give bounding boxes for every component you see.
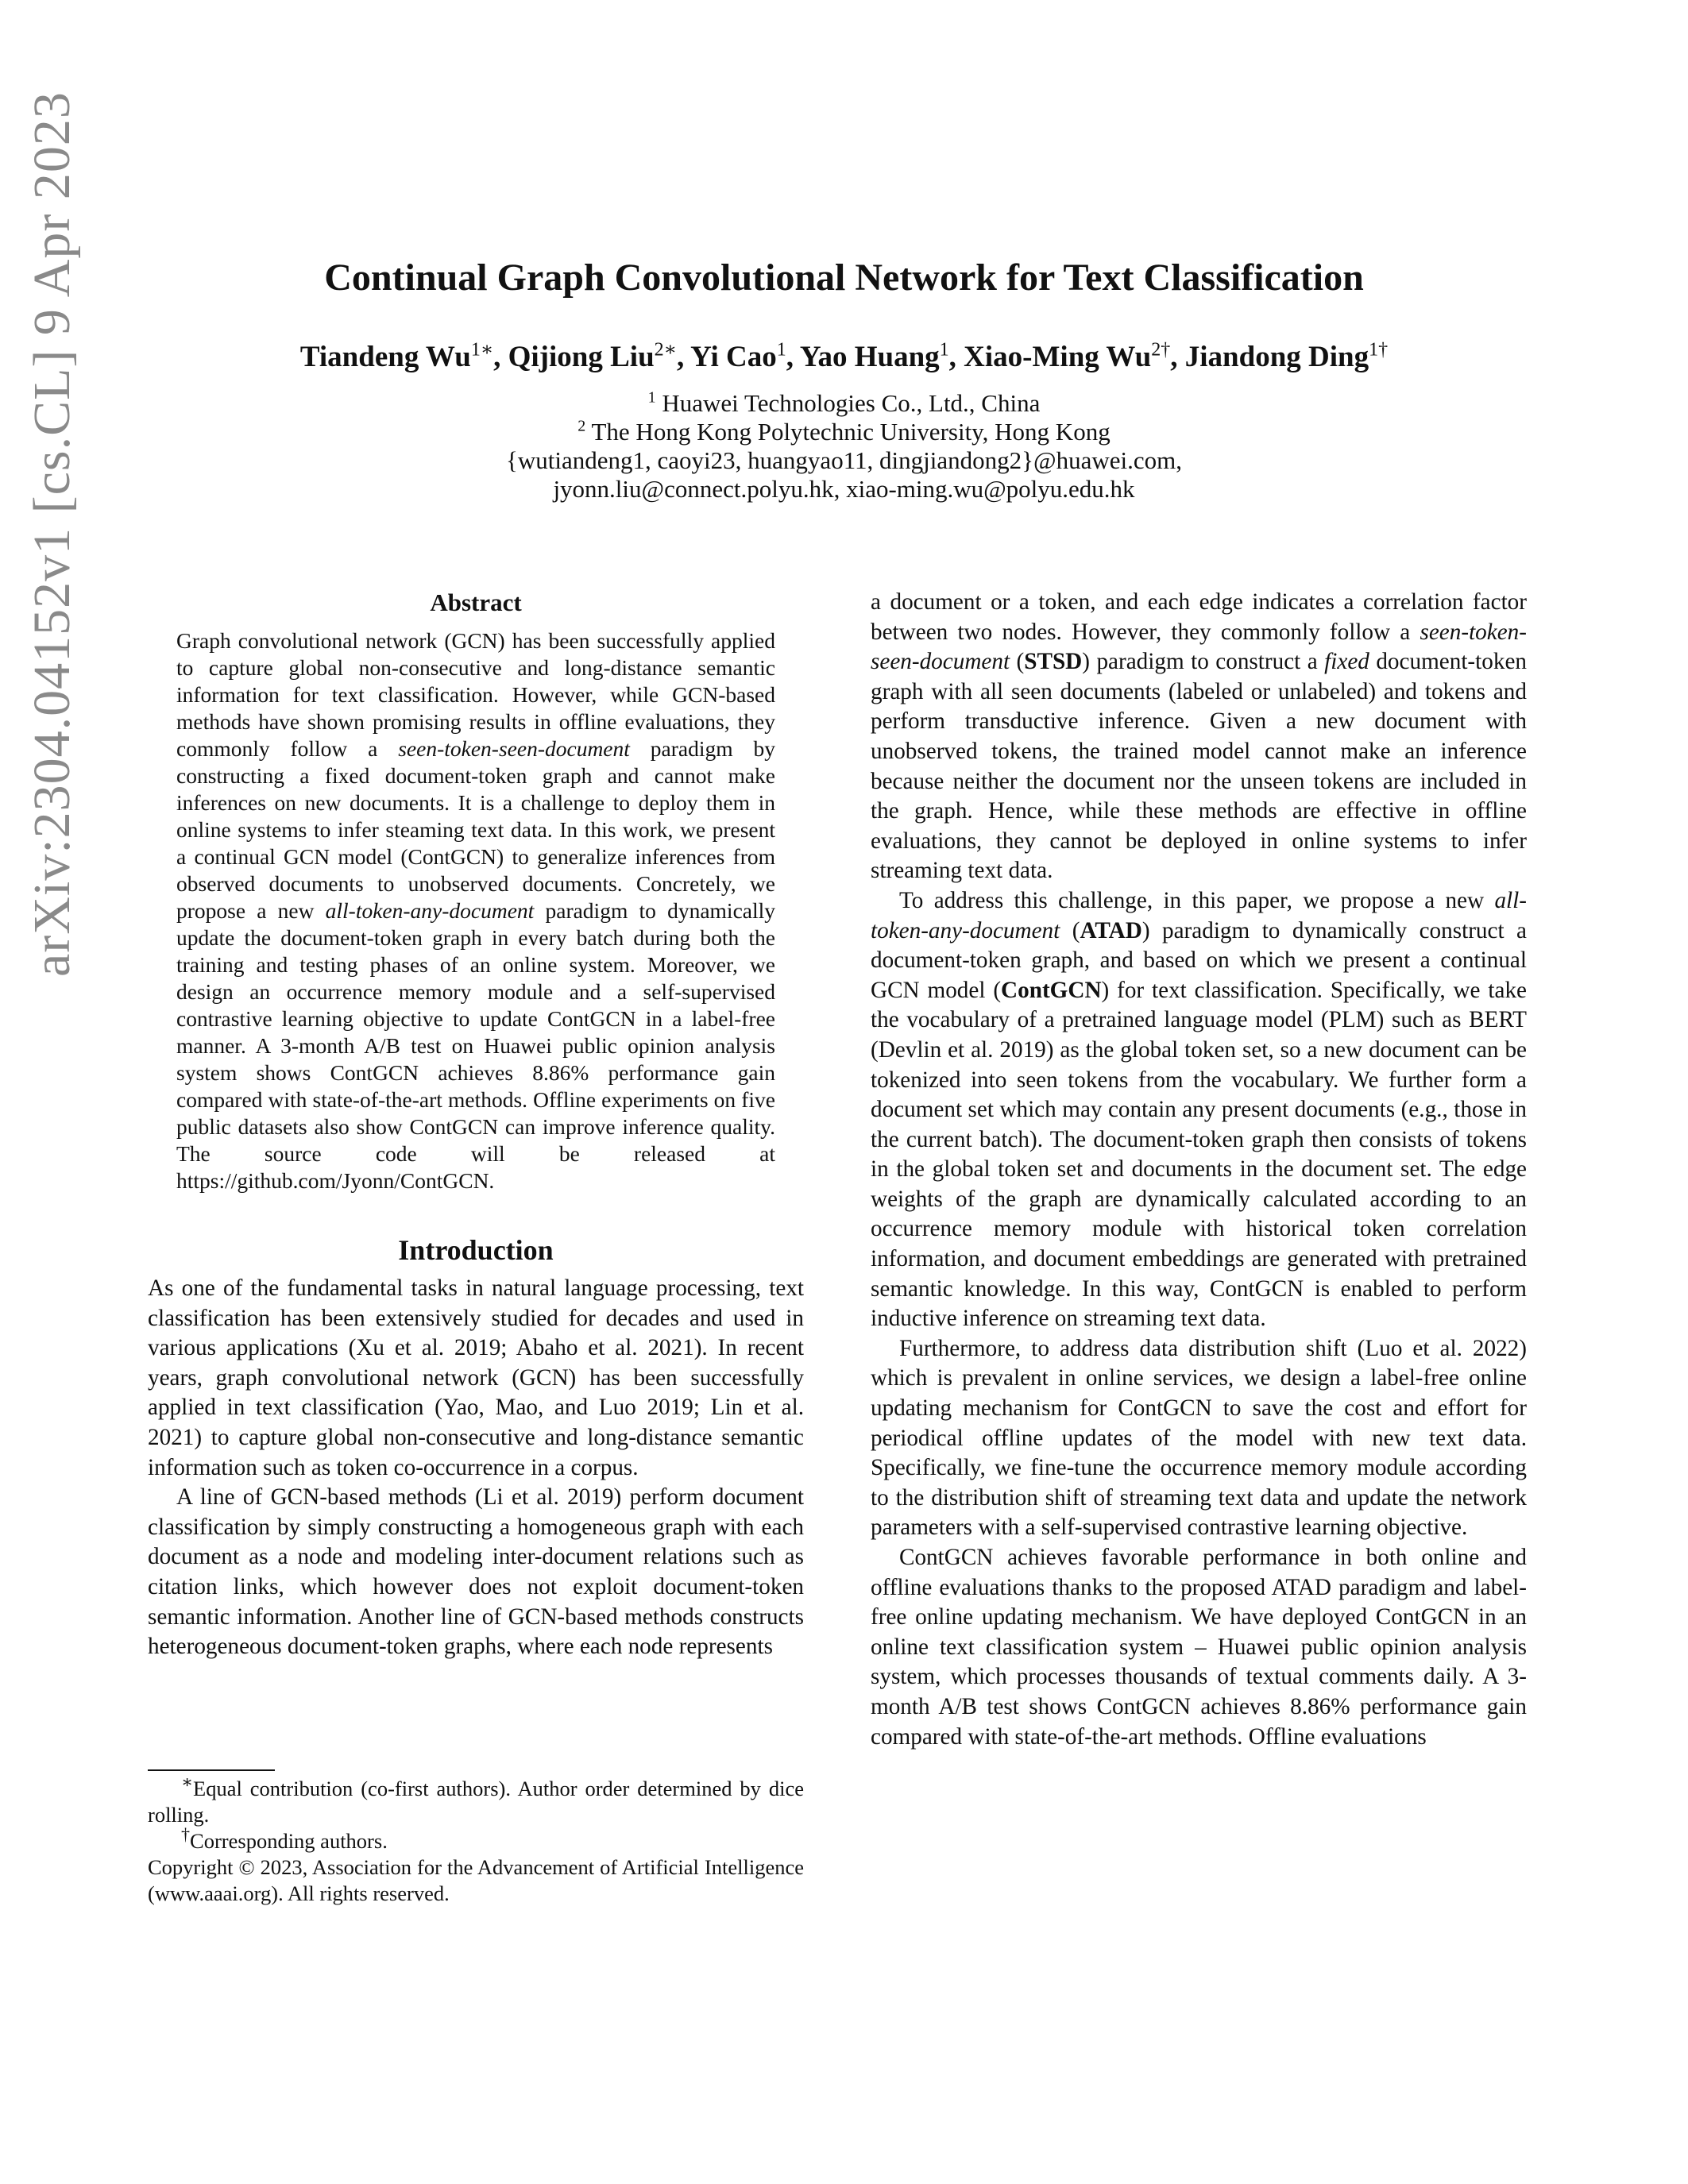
footnote-text: Corresponding authors. [190, 1829, 388, 1853]
footnote-2 [148, 1824, 804, 1854]
arxiv-identifier: arXiv:2304.04152v1 [cs.CL] 9 Apr 2023 [23, 91, 81, 977]
text-bold: ContGCN [1001, 977, 1102, 1003]
right-paragraph-4: ContGCN achieves favorable performance in both online and offline evaluations thanks to the proposed ATAD paradigm and label-free online updating mechanism. We have deployed ContGCN in an online text classification system – Huawei public opinion analysis system, which processes thousands of textual comments daily. A 3-month A/B test shows ContGCN achieves 8.86% performance gain compared with state-of-the-art methods. Offline evaluations [871, 1545, 1527, 1750]
email-line-2: jyonn.liu@connect.polyu.hk, xiao-ming.wu@polyu.edu.hk [553, 475, 1135, 503]
text-part: ) paradigm to construct a [1082, 649, 1325, 675]
footnote-1 [148, 1772, 804, 1828]
author-name: Tiandeng Wu [299, 341, 471, 373]
author-mark: 2† [1151, 339, 1171, 361]
abstract-emphasis: all-token-any-document [325, 898, 535, 923]
author-mark: 2∗ [654, 339, 677, 361]
author-name: Qijiong Liu [508, 341, 655, 373]
footnote-text: Equal contribution (co-first authors). Author order determined by dice rolling. [148, 1777, 804, 1827]
author-name: Yi Cao [690, 341, 777, 373]
right-paragraph-3: Furthermore, to address data distribution shift (Luo et al. 2022) which is prevalent in online services, we design a label-free online updating mechanism for ContGCN to save the cost and effort for periodical offline updates of the model with new text data. Specifically, we fine-tune the occurrence memory module according to the distribution shift of streaming text data and update the network parameters with a self-supervised contrastive learning objective. [871, 1335, 1527, 1541]
affiliation-text: The Hong Kong Polytechnic University, Hong Kong [591, 418, 1111, 446]
footnote-mark: ∗ [181, 1772, 194, 1792]
author-list: Tiandeng $Wu^{1∗}$, Qijiong Liu$^{2∗}$, Yi Cao$^1$, Yao Huang$^1$, Xiao-Ming $Wu^{2\dagger}$, Jiandong Ding$^{1\dagger}$ [299, 339, 1389, 373]
copyright-notice: Copyright © 2023, Association for the Advancement of Artificial Intelligence (www.aaai.org). All rights reserved. [148, 1855, 804, 1905]
author-mark: 1 [939, 339, 949, 361]
text-part: a document or a token, and each edge indicates a correlation factor between two nodes. However, they commonly follow a [871, 589, 1527, 645]
author-name: Xiao-Ming Wu [964, 341, 1152, 373]
affiliation-2 [0, 418, 1688, 446]
footnotes [148, 1769, 804, 1907]
abstract-part: Graph convolutional network (GCN) has been successfully applied to capture global non-consecutive and long-distance semantic information for text classification. However, while GCN-based methods have shown promising results in offline evaluations, they commonly follow a [176, 628, 775, 761]
text-emphasis: all-token-any-document [871, 887, 1527, 943]
text-emphasis: fixed [1324, 649, 1369, 675]
left-column [148, 588, 804, 1662]
text-bold: ATAD [1080, 917, 1142, 943]
affiliation-1 [0, 389, 1688, 418]
author-name: Jiandong Ding [1184, 341, 1369, 373]
abstract-heading: Abstract [430, 588, 522, 616]
affiliation-mark: 1 [647, 388, 656, 407]
footnote-mark: † [181, 1824, 191, 1845]
author-name: Yao Huang [799, 341, 940, 373]
abstract-text [176, 627, 775, 1194]
footnote-rule [148, 1769, 275, 1771]
email-line-1: {wutiandeng1, caoyi23, huangyao11, dingjiandong2}@huawei.com, [506, 446, 1182, 474]
text-part: ) for text classification. Specifically, we take the vocabulary of a pretrained language model (PLM) such as BERT (Devlin et al. 2019) as the global token set, so a new document can be tokenized into seen tokens from the vocabulary. We further form a document set which may contain any present documents (e.g., those in the current batch). The document-token graph then consists of tokens in the global token set and documents in the document set. The edge weights of the graph are dynamically calculated according to an occurrence memory module with historical token correlation information, and document embeddings are generated with pretrained semantic knowledge. In this way, ContGCN is enabled to perform inductive inference on streaming text data. [871, 977, 1527, 1332]
text-bold: STSD [1024, 649, 1083, 675]
affiliations [0, 389, 1688, 504]
affiliation-mark: 2 [577, 417, 586, 435]
text-part: ( [1010, 649, 1025, 675]
affiliation-text: Huawei Technologies Co., Ltd., China [662, 389, 1041, 417]
right-column [871, 588, 1527, 1752]
intro-paragraph-1: As one of the fundamental tasks in natural language processing, text classification has been extensively studied for decades and used in various applications (Xu et al. 2019; Abaho et al. 2021). In recent years, graph convolutional network (GCN) has been successfully applied in text classification (Yao, Mao, and Luo 2019; Lin et al. 2021) to capture global non-consecutive and long-distance semantic information such as token co-occurrence in a corpus. [148, 1275, 804, 1480]
introduction-heading: Introduction [398, 1234, 554, 1266]
text-emphasis: seen-token-seen-document [871, 619, 1527, 675]
abstract-part: paradigm to dynamically update the document-token graph in every batch during both the training and testing phases of an online system. Moreover, we design an occurrence memory module and a self-supervised contrastive learning objective to update ContGCN in a label-free manner. A 3-month A/B test on Huawei public opinion analysis system shows ContGCN achieves 8.86% performance gain compared with state-of-the-art methods. Offline experiments on five public datasets also show ContGCN can improve inference quality. The source code will be released at https://github.com/Jyonn/ContGCN. [176, 898, 776, 1193]
author-mark: 1† [1369, 339, 1389, 361]
text-part: document-token graph with all seen documents (labeled or unlabeled) and tokens and perform transductive inference. Given a new document with unobserved tokens, the trained model cannot make an inference because neither the document nor the unseen tokens are included in the graph. Hence, while these methods are effective in offline evaluations, they cannot be deployed in online systems to infer streaming text data. [871, 649, 1527, 884]
text-part: To address this challenge, in this paper, we propose a new [899, 887, 1495, 913]
author-mark: 1 [776, 339, 786, 361]
text-part: ) paradigm to dynamically construct a document-token graph, and based on which we present a continual GCN model ( [871, 917, 1527, 1003]
paper-title: Continual Graph Convolutional Network for Text Classification [324, 257, 1364, 299]
abstract-part: paradigm by constructing a fixed document-token graph and cannot make inferences on new documents. It is a challenge to deploy them in online systems to infer steaming text data. In this work, we present a continual GCN model (ContGCN) to generalize inferences from observed documents to unobserved documents. Concretely, we propose a new [176, 736, 775, 923]
right-paragraph-2 [871, 886, 1527, 1334]
right-paragraph-1 [871, 588, 1527, 886]
text-part: ( [1060, 917, 1080, 943]
author-mark: 1∗ [470, 339, 494, 361]
intro-paragraph-2: A line of GCN-based methods (Li et al. 2019) perform document classification by simply constructing a homogeneous graph with each document as a node and modeling inter-document relations such as citation links, which however does not exploit document-token semantic information. Another line of GCN-based methods constructs heterogeneous document-token graphs, where each node represents [148, 1484, 804, 1660]
abstract-emphasis: seen-token-seen-document [398, 736, 630, 761]
